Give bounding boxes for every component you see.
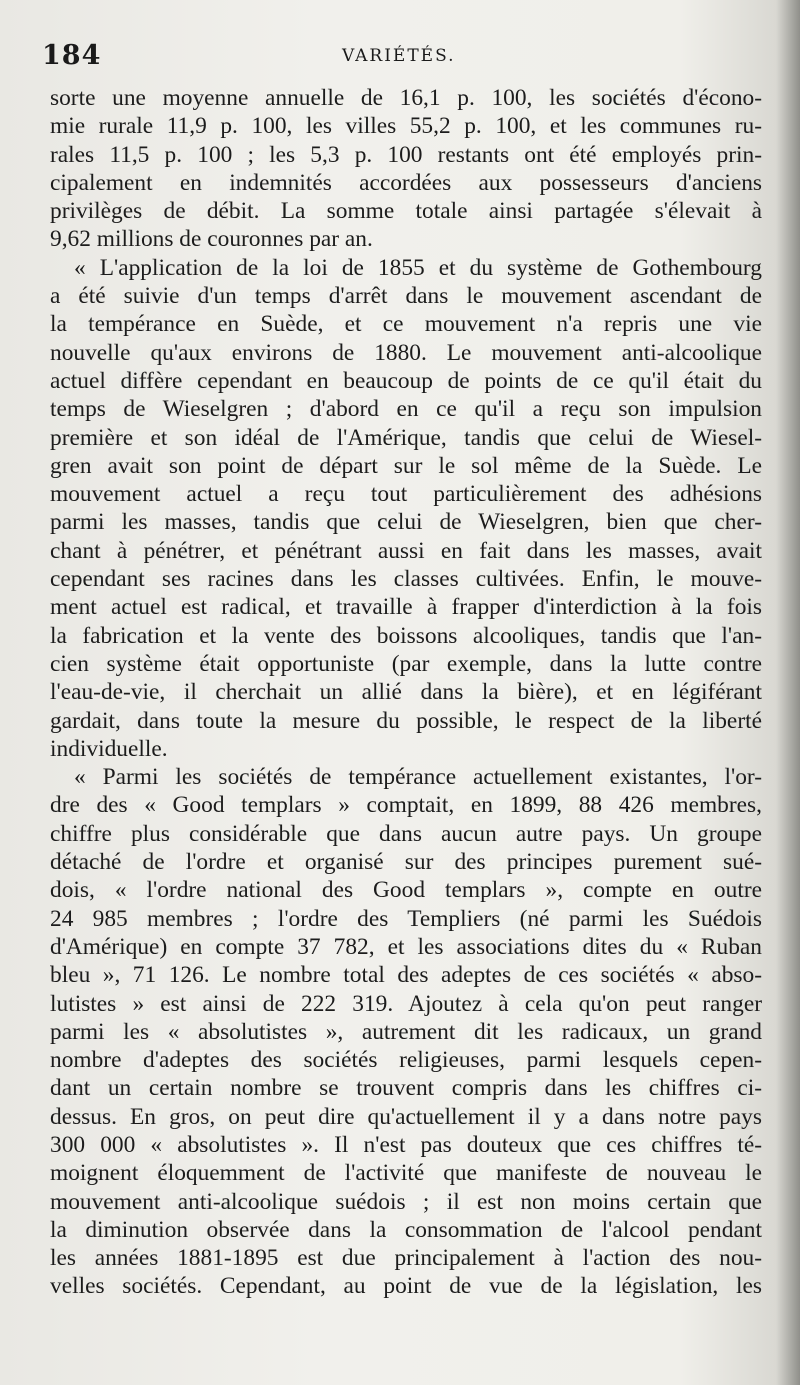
paragraph-start-line: « L'application de la loi de 1855 et du système de Gothembourg [74, 254, 762, 281]
text-line: sorte une moyenne annuelle de 16,1 p. 100, les sociétés d'écono- [50, 85, 762, 111]
text-line: gren avait son point de départ sur le sol même de la Suède. Le [50, 452, 762, 479]
text-line: dre des « Good templars » comptait, en 1899, 88 426 membres, [50, 792, 762, 819]
text-line: velles sociétés. Cependant, au point de vue de la législation, les [50, 1273, 762, 1300]
running-title: VARIÉTÉS. [342, 46, 456, 66]
text-line: ment actuel est radical, et travaille à frapper d'interdiction à la fois [50, 594, 762, 621]
text-line: parmi les « absolutistes », autrement dit les radicaux, un grand [50, 1018, 762, 1045]
text-line: la diminution observée dans la consommation de l'alcool pendant [50, 1216, 762, 1243]
text-line: nombre d'adeptes des sociétés religieuses, parmi lesquels cepen- [50, 1047, 762, 1074]
text-line: 24 985 membres ; l'ordre des Templiers (né parmi les Suédois [50, 905, 762, 932]
text-line: cien système était opportuniste (par exemple, dans la lutte contre [50, 650, 762, 677]
text-line: détaché de l'ordre et organisé sur des principes purement sué- [50, 849, 762, 876]
text-line: nouvelle qu'aux environs de 1880. Le mouvement anti-alcoolique [50, 339, 762, 366]
text-line: 9,62 millions de couronnes par an. [50, 226, 373, 253]
text-line: d'Amérique) en compte 37 782, et les associations dites du « Ruban [50, 933, 762, 960]
body-text [50, 84, 762, 1301]
text-line: rales 11,5 p. 100 ; les 5,3 p. 100 restants ont été employés prin- [50, 141, 762, 168]
text-line: individuelle. [50, 735, 168, 762]
text-line: l'eau-de-vie, il cherchait un allié dans la bière), et en légiférant [50, 679, 762, 706]
text-line: dant un certain nombre se trouvent compris dans les chiffres ci- [50, 1075, 762, 1102]
text-line: moignent éloquemment de l'activité que manifeste de nouveau le [50, 1160, 762, 1187]
text-line: privilèges de débit. La somme totale ainsi partagée s'élevait à [50, 198, 762, 225]
text-line: actuel diffère cependant en beaucoup de points de ce qu'il était du [50, 367, 762, 394]
text-line: mie rurale 11,9 p. 100, les villes 55,2 p. 100, et les communes ru- [50, 113, 762, 140]
text-line: première et son idéal de l'Amérique, tandis que celui de Wiesel- [50, 424, 762, 451]
text-line: cipalement en indemnités accordées aux possesseurs d'anciens [50, 169, 762, 196]
text-line: parmi les masses, tandis que celui de Wieselgren, bien que cher- [50, 509, 762, 536]
text-line: les années 1881-1895 est due principalement à l'action des nou- [50, 1245, 762, 1272]
text-line: lutistes » est ainsi de 222 319. Ajoutez à cela qu'on peut ranger [50, 990, 762, 1017]
text-line: dessus. En gros, on peut dire qu'actuellement il y a dans notre pays [50, 1103, 762, 1130]
text-line: chant à pénétrer, et pénétrant aussi en fait dans les masses, avait [50, 537, 762, 564]
text-line: a été suivie d'un temps d'arrêt dans le mouvement ascendant de [50, 283, 762, 310]
text-line: temps de Wieselgren ; d'abord en ce qu'il a reçu son impulsion [50, 396, 762, 423]
text-line: chiffre plus considérable que dans aucun autre pays. Un groupe [50, 820, 762, 847]
text-line: gardait, dans toute la mesure du possible, le respect de la liberté [50, 707, 762, 734]
text-line: mouvement anti-alcoolique suédois ; il est non moins certain que [50, 1188, 762, 1215]
text-line: cependant ses racines dans les classes cultivées. Enfin, le mouve- [50, 566, 762, 593]
text-line: mouvement actuel a reçu tout particulièrement des adhésions [50, 481, 762, 508]
text-line: 300 000 « absolutistes ». Il n'est pas douteux que ces chiffres té- [50, 1131, 762, 1158]
page-header [42, 40, 758, 80]
text-line: la tempérance en Suède, et ce mouvement n'a repris une vie [50, 311, 762, 338]
page-number: 184 [42, 40, 102, 71]
text-line: la fabrication et la vente des boissons alcooliques, tandis que l'an- [50, 622, 762, 649]
text-line: dois, « l'ordre national des Good templars », compte en outre [50, 877, 762, 904]
paragraph-start-line: « Parmi les sociétés de tempérance actuellement existantes, l'or- [74, 764, 762, 791]
text-line: bleu », 71 126. Le nombre total des adeptes de ces sociétés « abso- [50, 962, 762, 989]
